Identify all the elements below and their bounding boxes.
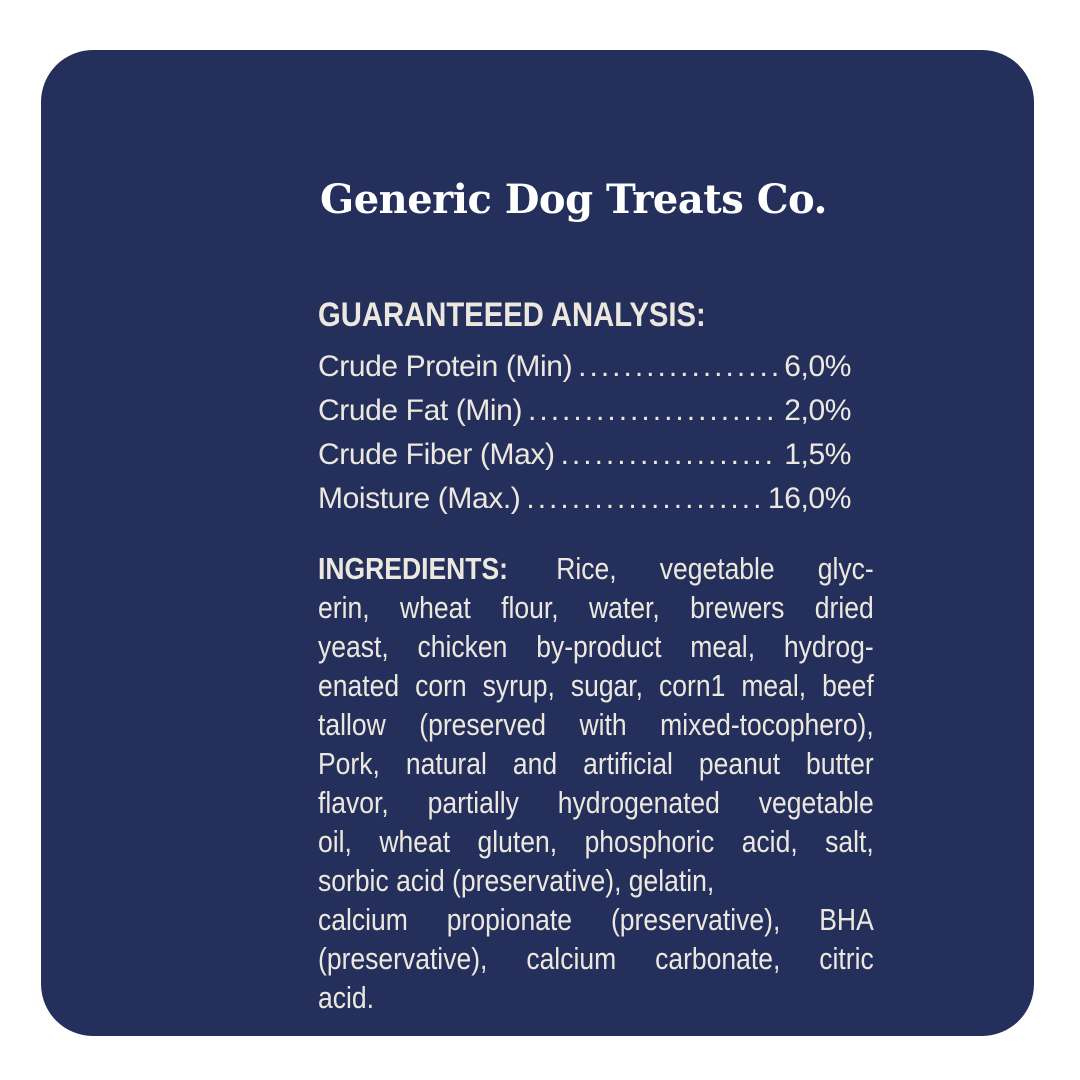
ingredients-line: erin, wheat flour, water, brewers dried — [318, 590, 874, 625]
analysis-label: Moisture (Max.) — [318, 482, 521, 515]
label-panel — [41, 50, 1034, 1036]
ingredients-line: Pork, natural and artificial peanut butter — [318, 746, 874, 781]
ingredients-line: tallow (preserved with mixed-tocophero), — [318, 707, 874, 742]
dot-leader — [561, 433, 779, 477]
analysis-label: Crude Fiber (Max) — [318, 438, 555, 471]
analysis-label: Crude Fat (Min) — [318, 394, 523, 427]
dot-leader — [578, 345, 778, 389]
analysis-value: 1,5% — [784, 438, 851, 471]
analysis-label: Crude Protein (Min) — [318, 350, 573, 383]
analysis-value: 6,0% — [784, 350, 851, 383]
ingredients-line: flavor, partially hydrogenated vegetable — [318, 785, 874, 820]
ingredients-line: sorbic acid (preservative), gelatin, — [318, 863, 715, 898]
ingredients-line: calcium propionate (preservative), BHA — [318, 902, 874, 937]
analysis-row-moisture — [318, 477, 851, 521]
ingredients-label: INGREDIENTS: — [318, 551, 508, 586]
analysis-value: 16,0% — [767, 482, 851, 515]
ingredients-line: (preservative), calcium carbonate, citric — [318, 941, 874, 976]
analysis-value: 2,0% — [784, 394, 851, 427]
ingredients-line: oil, wheat gluten, phosphoric acid, salt, — [318, 824, 874, 859]
dot-leader — [526, 477, 762, 521]
analysis-row-crude-fiber — [318, 433, 851, 477]
label-content — [318, 295, 878, 1017]
brand-title: Generic Dog Treats Co. — [320, 176, 827, 223]
ingredients-block — [318, 549, 874, 1017]
ingredients-line: enated corn syrup, sugar, corn1 meal, beef — [318, 668, 874, 703]
ingredients-line — [318, 549, 874, 588]
ingredients-line: yeast, chicken by-product meal, hydrog- — [318, 629, 874, 664]
ingredients-line: acid. — [318, 980, 374, 1015]
analysis-heading: GUARANTEEED ANALYSIS: — [318, 296, 706, 334]
ingredients-text: Rice, vegetable glyc- — [556, 551, 874, 586]
analysis-row-crude-fat — [318, 389, 851, 433]
analysis-row-crude-protein — [318, 345, 851, 389]
analysis-table — [318, 345, 878, 521]
dot-leader — [528, 389, 778, 433]
